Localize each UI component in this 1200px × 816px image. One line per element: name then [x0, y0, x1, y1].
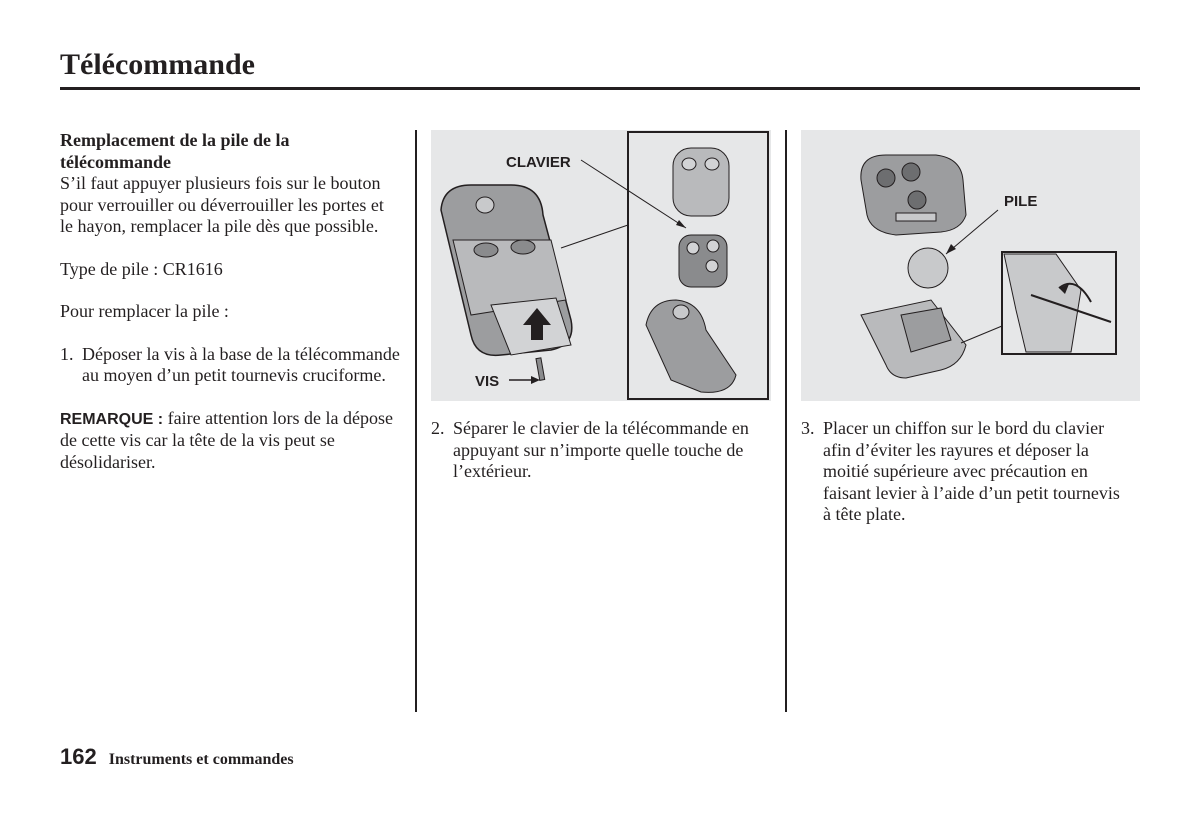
- page-footer: [60, 744, 294, 770]
- step-3-number: 3.: [801, 418, 815, 438]
- step-2-text: Séparer le clavier de la télécommande en appuyant sur n’importe quelle touche de l’extérieur.: [453, 418, 749, 481]
- step-1: [60, 344, 400, 387]
- remarque-note: [60, 408, 400, 474]
- figure-battery-replacement: [801, 130, 1140, 401]
- column-1: [60, 130, 400, 473]
- remarque-text: faire attention lors de la dépose de cette vis car la tête de la vis peut se désolidariser.: [60, 407, 394, 472]
- step-3: [801, 418, 1121, 526]
- page-title: Télécommande: [60, 48, 255, 81]
- page-number: 162: [60, 744, 97, 769]
- battery-coin: [908, 248, 948, 288]
- figure-keypad-removal: [431, 130, 771, 401]
- label-vis: VIS: [475, 373, 500, 390]
- label-clavier: CLAVIER: [506, 154, 571, 171]
- label-pile: PILE: [1004, 193, 1038, 210]
- battery-type: Type de pile : CR1616: [60, 258, 223, 279]
- remote-illustration: [441, 185, 572, 380]
- step-3-text: Placer un chiffon sur le bord du clavier afin d’éviter les rayures et déposer la moitié supérieure avec précaution en faisant levier à l’aide d’un petit tournevis à tête plate.: [823, 418, 1120, 524]
- step-2-number: 2.: [431, 418, 445, 438]
- section-name: Instruments et commandes: [108, 751, 294, 768]
- step-2: [431, 418, 776, 483]
- keypad-underside: [861, 155, 966, 235]
- title-rule: [60, 87, 1140, 90]
- step-1-text: Déposer la vis à la base de la télécommande au moyen d’un petit tournevis cruciforme.: [82, 343, 400, 385]
- lower-case: [861, 300, 966, 378]
- step-1-number: 1.: [60, 343, 74, 364]
- remarque-label: REMARQUE :: [60, 410, 164, 428]
- column-divider-2: [785, 130, 787, 712]
- intro-paragraph: S’il faut appuyer plusieurs fois sur le bouton pour verrouiller ou déverrouiller les portes et le hayon, remplacer la pile dès que possible.: [60, 173, 384, 236]
- replace-intro: Pour remplacer la pile :: [60, 301, 229, 321]
- section-heading: Remplacement de la pile de la télécommande: [60, 130, 290, 172]
- column-divider-1: [415, 130, 417, 712]
